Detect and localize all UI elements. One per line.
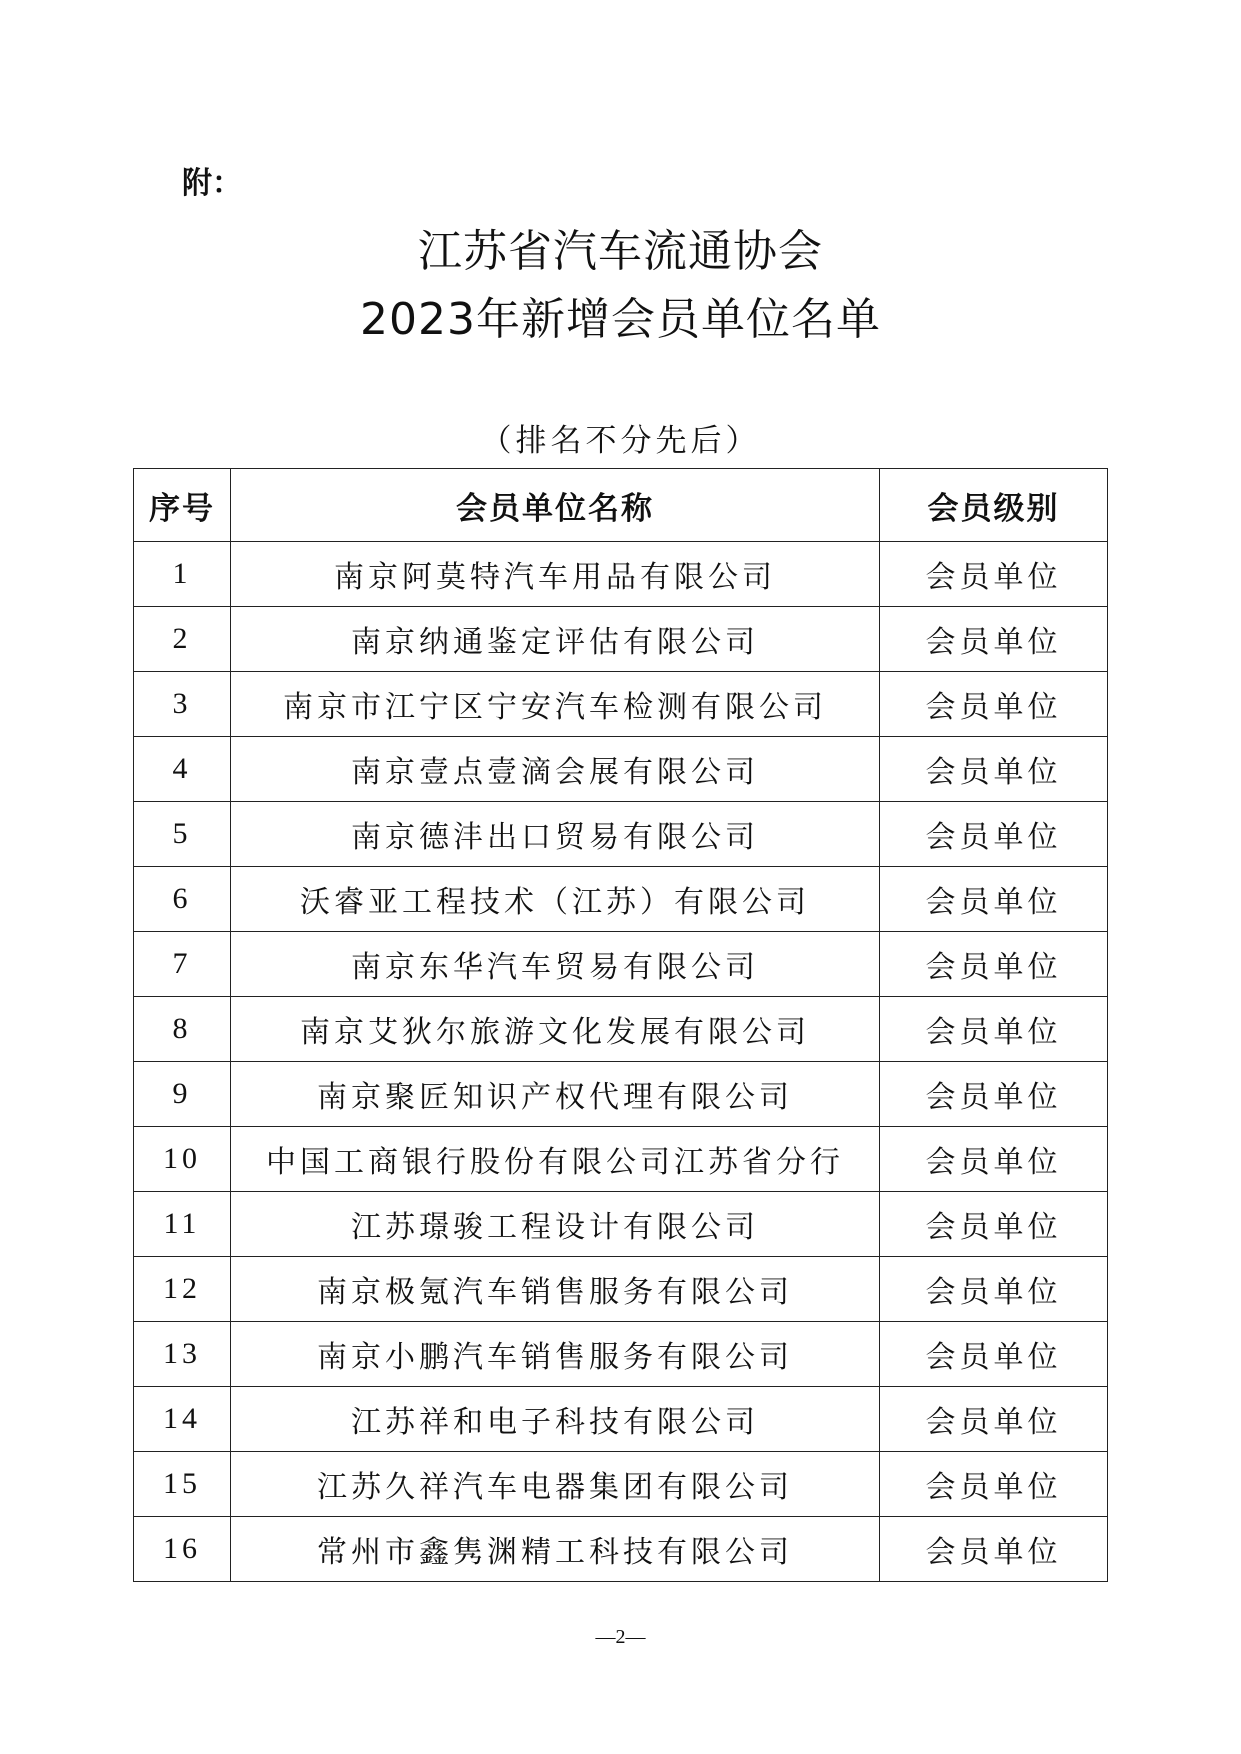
row-member-name: 江苏璟骏工程设计有限公司 [231, 1192, 880, 1257]
document-subtitle: （排名不分先后） [480, 423, 761, 459]
member-table-body [134, 542, 1108, 1582]
row-member-name: 江苏久祥汽车电器集团有限公司 [231, 1452, 880, 1517]
row-member-level: 会员单位 [880, 867, 1108, 932]
row-member-name: 常州市鑫隽渊精工科技有限公司 [231, 1517, 880, 1582]
table-row [134, 737, 1108, 802]
row-member-level: 会员单位 [880, 737, 1108, 802]
row-member-name: 南京艾狄尔旅游文化发展有限公司 [231, 997, 880, 1062]
row-serial-number: 15 [134, 1452, 231, 1517]
document-title-line1: 江苏省汽车流通协会 [418, 226, 823, 277]
row-member-level: 会员单位 [880, 1257, 1108, 1322]
table-row [134, 867, 1108, 932]
row-member-level: 会员单位 [880, 1192, 1108, 1257]
row-serial-number: 7 [134, 932, 231, 997]
table-row [134, 997, 1108, 1062]
row-serial-number: 16 [134, 1517, 231, 1582]
table-row [134, 1192, 1108, 1257]
table-header-row [134, 469, 1108, 542]
row-serial-number: 8 [134, 997, 231, 1062]
page-number: —2— [595, 1626, 646, 1648]
row-member-name: 南京阿莫特汽车用品有限公司 [231, 542, 880, 607]
table-row [134, 607, 1108, 672]
row-member-level: 会员单位 [880, 1517, 1108, 1582]
table-row [134, 1257, 1108, 1322]
row-serial-number: 6 [134, 867, 231, 932]
row-member-name: 南京纳通鉴定评估有限公司 [231, 607, 880, 672]
row-member-name: 南京壹点壹滴会展有限公司 [231, 737, 880, 802]
row-member-level: 会员单位 [880, 1062, 1108, 1127]
table-row [134, 932, 1108, 997]
table-row [134, 1517, 1108, 1582]
table-row [134, 672, 1108, 737]
row-member-level: 会员单位 [880, 1127, 1108, 1192]
row-serial-number: 12 [134, 1257, 231, 1322]
row-serial-number: 11 [134, 1192, 231, 1257]
row-member-name: 南京德沣出口贸易有限公司 [231, 802, 880, 867]
table-row [134, 802, 1108, 867]
row-member-level: 会员单位 [880, 1322, 1108, 1387]
row-member-level: 会员单位 [880, 1387, 1108, 1452]
row-member-name: 南京市江宁区宁安汽车检测有限公司 [231, 672, 880, 737]
row-serial-number: 1 [134, 542, 231, 607]
row-serial-number: 10 [134, 1127, 231, 1192]
row-member-level: 会员单位 [880, 542, 1108, 607]
row-serial-number: 14 [134, 1387, 231, 1452]
row-member-level: 会员单位 [880, 607, 1108, 672]
row-serial-number: 2 [134, 607, 231, 672]
table-row [134, 1127, 1108, 1192]
row-member-name: 沃睿亚工程技术（江苏）有限公司 [231, 867, 880, 932]
attachment-label: 附： [182, 166, 242, 201]
header-serial-number: 序号 [134, 469, 231, 542]
row-member-name: 中国工商银行股份有限公司江苏省分行 [231, 1127, 880, 1192]
table-row [134, 1452, 1108, 1517]
row-member-level: 会员单位 [880, 1452, 1108, 1517]
row-member-name: 江苏祥和电子科技有限公司 [231, 1387, 880, 1452]
row-member-name: 南京极氪汽车销售服务有限公司 [231, 1257, 880, 1322]
row-serial-number: 13 [134, 1322, 231, 1387]
table-row [134, 1322, 1108, 1387]
row-serial-number: 3 [134, 672, 231, 737]
row-member-name: 南京东华汽车贸易有限公司 [231, 932, 880, 997]
row-member-level: 会员单位 [880, 997, 1108, 1062]
header-member-name: 会员单位名称 [231, 469, 880, 542]
document-title-line2: 2023年新增会员单位名单 [360, 294, 881, 345]
row-member-level: 会员单位 [880, 802, 1108, 867]
row-member-level: 会员单位 [880, 932, 1108, 997]
row-member-name: 南京小鹏汽车销售服务有限公司 [231, 1322, 880, 1387]
header-member-level: 会员级别 [880, 469, 1108, 542]
member-table [133, 468, 1108, 1582]
table-row [134, 542, 1108, 607]
row-serial-number: 5 [134, 802, 231, 867]
row-serial-number: 9 [134, 1062, 231, 1127]
row-member-level: 会员单位 [880, 672, 1108, 737]
table-row [134, 1062, 1108, 1127]
table-row [134, 1387, 1108, 1452]
row-serial-number: 4 [134, 737, 231, 802]
row-member-name: 南京聚匠知识产权代理有限公司 [231, 1062, 880, 1127]
